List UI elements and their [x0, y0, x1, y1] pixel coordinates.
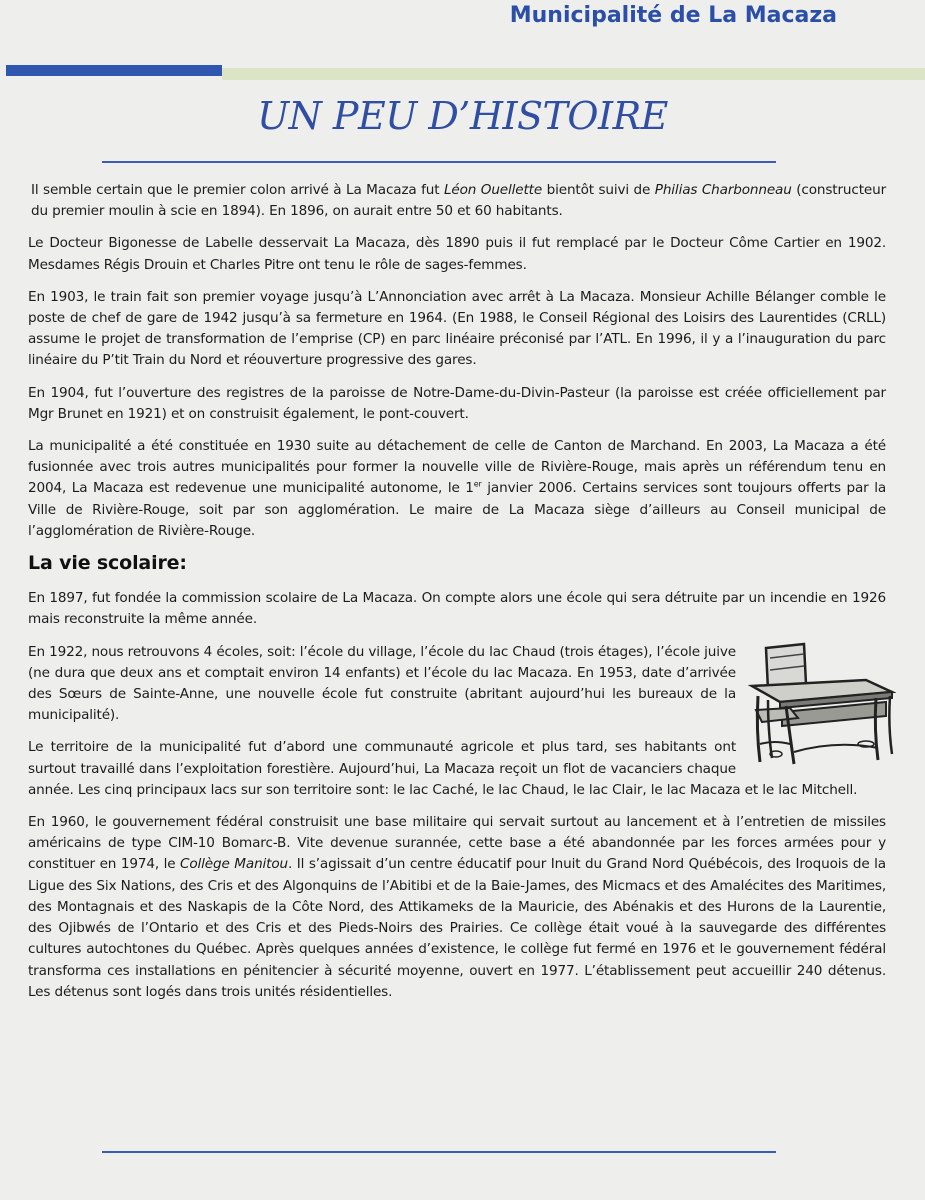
text-run: bientôt suivi de [542, 182, 655, 198]
paragraph-schools-1922: En 1922, nous retrouvons 4 écoles, soit: l’école du village, l’école du lac Chaud (trois étages), l’école juive (ne dura que deux ans et comptait environ 14 enfants) et l’école du lac Macaza. En 1953, date d’arrivée des Sœurs de Sainte-Anne, une nouvelle école fut construite (abritant aujourd’hui les bureaux de la municipalité). [28, 643, 736, 724]
header-accent-bar-light [222, 68, 925, 80]
article-body [28, 180, 886, 1014]
page-header [0, 0, 925, 90]
text-run: La municipalité a été constituée en 1930 suite au détachement de celle de Canton de Marchand. En 2003, La Macaza a été fusionnée avec trois autres municipalités pour former la nouvelle ville de Rivière-Rouge, mais après un référendum tenu en 2004, La Macaza est redevenue une municipalité autonome, le 1 [28, 438, 886, 497]
page-title: UN PEU D’HISTOIRE [257, 94, 668, 138]
paragraph-railway: En 1903, le train fait son premier voyage jusqu’à L’Annonciation avec arrêt à La Macaza. Monsieur Achille Bélanger comble le poste de chef de gare de 1942 jusqu’à sa fermeture en 1964. (En 1988, le Conseil Régional des Loisirs des Laurentides (CRLL) assume le projet de transformation de l’emprise (CP) en parc linéaire préconisé par l’ATL. En 1996, il y a l’inauguration du parc linéaire du P’tit Train du Nord et réouverture progressive des gares. [28, 288, 886, 369]
text-run: (constructeur du premier moulin à scie en 1894). En 1896, on aurait entre 50 et 60 habitants. [31, 182, 887, 220]
paragraph-first-settlers [28, 180, 886, 222]
paragraph-military-base [28, 812, 886, 1003]
text-run: janvier 2006. Certains services sont toujours offerts par la Ville de Rivière-Rouge, soit par son agglomération. Le maire de La Macaza siège d’ailleurs au Conseil municipal de l’agglomération de Rivière-Rouge. [28, 480, 886, 539]
organization-name: Municipalité de La Macaza [509, 3, 837, 28]
college-name-italic: Collège Manitou [180, 856, 288, 873]
paragraph-parish: En 1904, fut l’ouverture des registres de la paroisse de Notre-Dame-du-Divin-Pasteur (la paroisse est créée officiellement par Mgr Brunet en 1921) et on construisit également, le pont-couvert. [28, 384, 886, 422]
paragraph-doctors: Le Docteur Bigonesse de Labelle desservait La Macaza, dès 1890 puis il fut remplacé par le Docteur Côme Cartier en 1902. Mesdames Régis Drouin et Charles Pitre ont tenu le rôle de sages-femmes. [28, 235, 886, 273]
section-heading-school-life: La vie scolaire: [28, 552, 187, 575]
text-run: Il semble certain que le premier colon arrivé à La Macaza fut [31, 182, 444, 198]
text-run: . Il s’agissait d’un centre éducatif pour Inuit du Grand Nord Québécois, des Iroquois de la Ligue des Six Nations, des Cris et des Algonquins de l’Abitibi et de la Baie-James, des Micmacs et des Amalécites des Maritimes, des Montagnais et des Naskapis de la Côte Nord, des Attikameks de la Mauricie, des Abénakis et des Hurons de la Laurentie, des Ojibwés de l’Ontario et des Cris et des Pieds-Noirs des Prairies. Ce collège était voué à la sauvegarde des différentes cultures autochtones du Québec. Après quelques années d’existence, le collège fut fermé en 1976 et le gouvernement fédéral transforma ces installations en pénitencier à sécurité moyenne, ouvert en 1977. L’établissement peut accueillir 240 détenus. Les détenus sont logés dans trois unités résidentielles. [28, 856, 886, 1000]
paragraph-territory: Le territoire de la municipalité fut d’abord une communauté agricole et plus tard, ses habitants ont surtout travaillé dans l’exploitation forestière. Aujourd’hui, La Macaza reçoit un flot de vacanciers chaque année. Les cinq principaux lacs sur son territoire sont: le lac Caché, le lac Chaud, le lac Clair, le lac Macaza et le lac Mitchell. [28, 739, 858, 798]
paragraph-school-commission: En 1897, fut fondée la commission scolaire de La Macaza. On compte alors une école qui sera détruite par un incendie en 1926 mais reconstruite la même année. [28, 590, 886, 628]
title-underline [102, 161, 776, 163]
footer-rule [102, 1151, 776, 1153]
superscript: er [473, 479, 482, 489]
header-accent-bar-dark [6, 65, 222, 76]
person-name-italic: Philias Charbonneau [654, 182, 792, 198]
person-name-italic: Léon Ouellette [443, 182, 543, 198]
text-run: En 1960, le gouvernement fédéral construisit une base militaire qui servait surtout au lancement et à l’entretien de missiles américains de type CIM-10 Bomarc-B. Vite devenue surannée, cette base a été abandonnée par les forces armées pour y constituer en 1974, le [28, 814, 886, 873]
paragraph-municipality [28, 436, 886, 542]
school-desk-icon [746, 640, 896, 768]
